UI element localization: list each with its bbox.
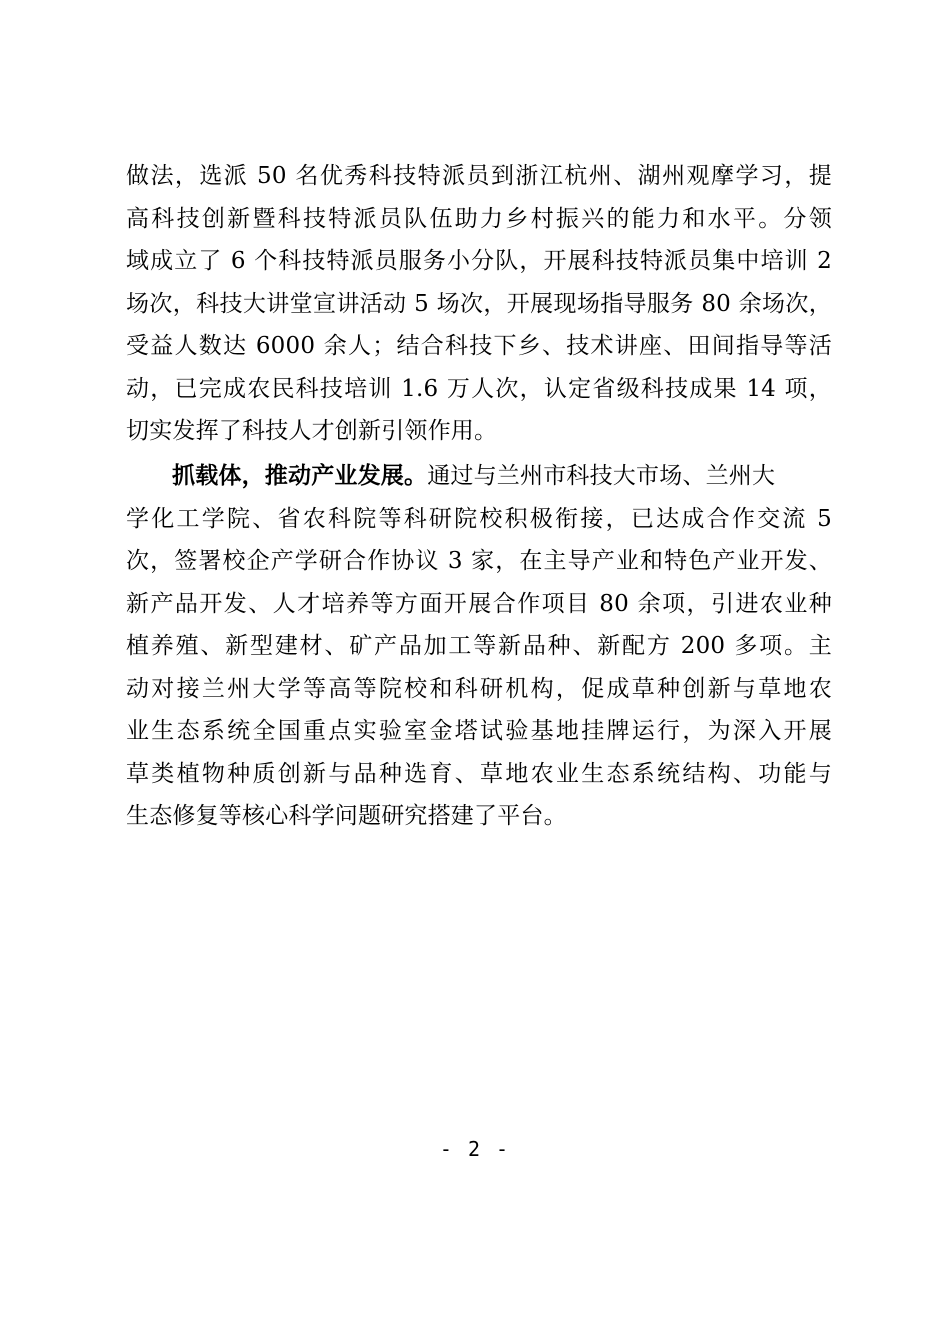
text-line: 受益人数达 6000 余人；结合科技下乡、技术讲座、田间指导等活 — [126, 333, 832, 359]
text-line: 做法，选派 50 名优秀科技特派员到浙江杭州、湖州观摩学习，提 — [126, 163, 832, 189]
text-line: 高科技创新暨科技特派员队伍助力乡村振兴的能力和水平。分领 — [126, 205, 832, 232]
text-line: 场次，科技大讲堂宣讲活动 5 场次，开展现场指导服务 80 余场次， — [126, 290, 832, 317]
text-line: 生态修复等核心科学问题研究搭建了平台。 — [126, 803, 567, 829]
text-line: 学化工学院、省农科院等科研院校积极衔接，已达成合作交流 5 — [126, 505, 832, 532]
text-line: 动，已完成农民科技培训 1.6 万人次，认定省级科技成果 14 项， — [126, 375, 832, 402]
text-line: 次，签署校企产学研合作协议 3 家，在主导产业和特色产业开发、 — [126, 548, 832, 574]
text-line-rest: 通过与兰州市科技大市场、兰州大 — [427, 463, 776, 489]
text-line: 切实发挥了科技人才创新引领作用。 — [126, 418, 498, 444]
page-number: - 2 - — [439, 1137, 511, 1161]
paragraph-tech-envoys — [126, 155, 832, 453]
text-line: 业生态系统全国重点实验室金塔试验基地挂牌运行，为深入开展 — [126, 718, 832, 744]
text-line: 植养殖、新型建材、矿产品加工等新品种、新配方 200 多项。主 — [126, 633, 832, 659]
text-line: 草类植物种质创新与品种选育、草地农业生态系统结构、功能与 — [126, 760, 832, 787]
text-line: 域成立了 6 个科技特派员服务小分队，开展科技特派员集中培训 2 — [126, 248, 832, 274]
paragraph-industry-development — [126, 455, 832, 838]
text-line: 动对接兰州大学等高等院校和科研机构，促成草种创新与草地农 — [126, 675, 832, 702]
text-line-first — [126, 455, 832, 498]
text-line: 新产品开发、人才培养等方面开展合作项目 80 余项，引进农业种 — [126, 590, 832, 617]
paragraph-lead-heading: 抓载体，推动产业发展。 — [172, 463, 428, 489]
